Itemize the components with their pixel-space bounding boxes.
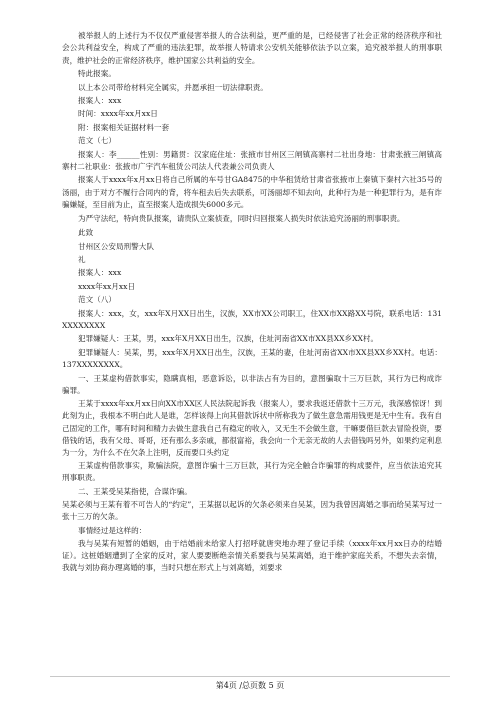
page-footer: 第4页 /总页数 5 页: [215, 681, 285, 690]
paragraph-point-two: 二、王某受吴某指使，合谋诈骗。: [78, 486, 192, 496]
paragraph-reporter-details: 报案人：xxx，女，xxx年X月XX日出生，汉族，XX市XX公司职工，住XX市XX路XX号院，联系电话：131XXXXXXXX: [62, 308, 442, 330]
paragraph-salutation: 此致: [78, 228, 94, 238]
paragraph-recipient: 甘州区公安局刑警大队: [78, 241, 154, 251]
footer-divider: [50, 676, 450, 677]
paragraph-courtesy: 礼: [78, 254, 86, 264]
paragraph-request: 为严守法纪，特向贵队报案，请贵队立案侦查，同时归回报案人损失时依法追究汤丽的刑事职责。: [78, 213, 405, 223]
paragraph-truth-statement: 以上本公司带给材料完全属实，并愿承担一切法律职责。: [78, 82, 268, 92]
document-body: [62, 30, 442, 575]
paragraph-attachment: 附：报案相关证据材料一套: [78, 122, 170, 132]
section-heading-7: 范文（七）: [78, 136, 116, 146]
paragraph-reporter-info: 报案人：李______性别：男籍贯：汉家庭住址：张掖市甘州区三闸镇高寨村二社出身地：甘肃张掖三闸镇高寨村二社职业：张掖市广宇汽车租赁公司法人代表兼公司负责人: [62, 149, 442, 172]
paragraph-background: 事情经过是这样的：: [78, 525, 147, 535]
section-heading-8: 范文（八）: [78, 295, 116, 305]
paragraph-iou-origin: 吴某必须与王某有着不可告人的“约定”，王某据以起诉的欠条必须来自吴某，因为我曾因离婚之事而给吴某写过一张十三万的欠条。: [62, 500, 442, 522]
paragraph-date: 时间：xxxx年xx月xx日: [78, 109, 158, 119]
paragraph-suspect-wang: 犯罪嫌疑人：王某，男，xxx年X月XX日出生，汉族，住址河南省XX市XX县XX乡XX村。: [78, 334, 379, 344]
paragraph-signature-date: xxxx年xx月xx日: [78, 281, 136, 291]
paragraph-intro: 被举报人的上述行为不仅仅严重侵害举报人的合法利益，更严重的是，已经侵害了社会正常的经济秩序和社会公共利益安全，构成了严重的违法犯罪，故举报人特请求公安机关能够依法予以立案，追究被举报人的刑事职责，维护社会的正常经济秩序，维护国家公共利益的安全。: [62, 31, 442, 65]
paragraph-case-description: 报案人于xxxx年x月xx日将自己所属的车号甘GA8475的中华租赁给甘肃省张掖市上秦镇下秦村六社35号的汤丽，由于对方不履行合同内的背，将车租去后失去联系，可汤丽却不知去向，此种行为是一种犯罪行为，是有诈骗嫌疑，至目前为止，直至报案人造成损失6000多元。: [62, 175, 442, 210]
paragraph-lawsuit-details: 王某于xxxx年xx月xx日向XX市XX区人民法院起诉我（报案人），要求我返还借款十三万元，我深感惊讶！到此刻为止，我根本不明白此人是谁，怎样该得上向其借款诉状中所称我为了做生意急需用钱更是无中生有。我有自己固定的工作，哪有时间和精力去做生意我自己有稳定的收入，又无生不会做生意，干嘛要借巨款去冒险投资，要借钱的话，我有父母、哥哥，还有那么多亲戚，都很富裕，我会向一个无亲无故的人去借钱吗另外，如果约定利息为一分，为什么不在欠条上注明，反而要口头约定: [62, 399, 442, 457]
paragraph-marriage-story: 我与吴某有短暂的婚姻，由于结婚前未给家人打招呼就唐突地办理了登记手续（xxxx年xx月xx日办的结婚证）。这桩婚姻遭到了全家的反对，家人要要断绝亲情关系要我与吴某离婚，迫于维护家庭关系，不想失去亲情，我就与刘协商办理离婚的事，当时只想在形式上与刘离婚，刘要求: [62, 539, 442, 573]
paragraph-reporter: 报案人：xxx: [78, 96, 122, 106]
paragraph-suspect-wu: 犯罪嫌疑人：吴某，男，xxx年X月XX日出生，汉族，王某的妻，住址河南省XX市XX县XX乡XX村。电话：137XXXXXXXX。: [62, 347, 442, 370]
paragraph-reporter-signature: 报案人：xxx: [78, 268, 122, 278]
paragraph-report-closing: 特此报案。: [78, 69, 116, 79]
paragraph-point-one: 一、王某虚构借款事实，隐瞒真相，恶意诉讼，以非法占有为目的，意图骗取十三万巨款，其行为已构成诈骗罪。: [62, 373, 442, 395]
paragraph-fraud-conclusion: 王某虚构借款事实，欺骗法院，意图诈骗十三万巨款，其行为完全触合诈骗罪的构成要件，应当依法追究其刑事职责。: [62, 460, 442, 483]
